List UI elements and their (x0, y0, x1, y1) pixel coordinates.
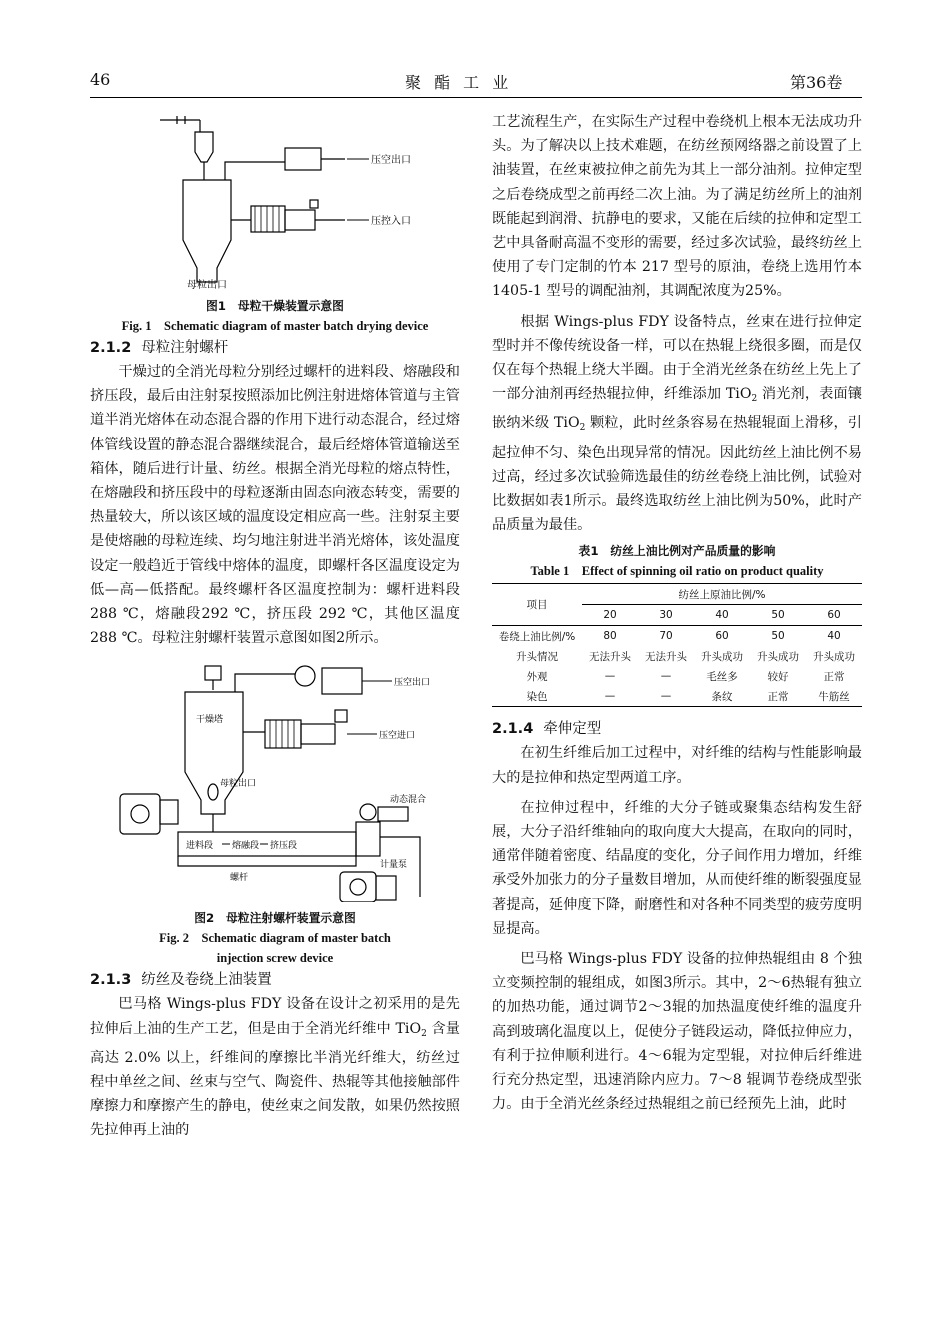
fig2-dryer-tower (185, 692, 243, 814)
figure2-injection-screw-device (110, 662, 440, 902)
section-2-1-3-paragraph (90, 992, 460, 1142)
fig2-label-dryer: 干燥塔 (196, 715, 224, 726)
fig2-label-air-in: 压空进口 (379, 731, 416, 742)
fig2-motor-left (120, 794, 160, 834)
fig2-label-screw: 螺杆 (230, 873, 249, 884)
left-column (90, 110, 460, 1143)
table-header-group: 纺丝上原油比例/% (582, 584, 862, 605)
table-col-header: 30 (659, 609, 673, 622)
table-cell: — (604, 690, 616, 703)
section-number: 2.1.2 (90, 340, 132, 356)
section-2-1-2-heading (90, 336, 460, 360)
table-cell: 50 (771, 630, 785, 643)
table-row (492, 626, 862, 647)
table1-caption-en: Table 1 Effect of spinning oil ratio on product quality (530, 564, 824, 579)
fig2-outlet-filter (322, 668, 362, 694)
figure1-caption-cn: 图1 母粒干燥装置示意图 (206, 299, 344, 313)
journal-title: 聚 酯 工 业 (405, 73, 513, 92)
figure1-drying-device (125, 110, 425, 292)
fig2-label-batch-out: 母粒出口 (220, 779, 257, 790)
table-cell: 较好 (767, 670, 789, 683)
table-row-label: 外观 (526, 670, 548, 683)
table-row (492, 686, 862, 707)
para-text: 颗粒，此时丝条容易在热辊辊面上滑移，引起拉伸不匀、染色出现异常的情况。因此纺丝上油比例不易过高，经过多次试验筛选最佳的纺丝卷绕上油比例，试验对比数据如表1所示。最终选取纺丝上油比例为50%，此时产品质量为最佳。 (492, 415, 862, 534)
figure1-caption-en: Fig. 1 Schematic diagram of master batch drying device (121, 319, 429, 333)
para-text: 消光剂，表面镶嵌纳米级 TiO (492, 386, 862, 432)
paragraph-wings-plus (492, 310, 862, 538)
figure2-caption-cn: 图2 母粒注射螺杆装置示意图 (194, 911, 356, 926)
table-row (492, 646, 862, 666)
table-col-header: 40 (715, 609, 729, 622)
section-2-1-4-heading (492, 717, 862, 741)
fig1-label-air-out: 压空出口 (371, 155, 411, 166)
table-cell: 70 (659, 630, 673, 643)
table-col-header: 50 (771, 609, 785, 622)
volume-label: 第36卷 (790, 73, 843, 92)
fig1-dryer-tower (183, 180, 231, 282)
fig2-label-dynamic-mix: 动态混合 (390, 795, 427, 806)
table-cell: 升头成功 (701, 650, 743, 663)
fig2-label-feed: 进料段 (186, 841, 214, 852)
fig2-label-melt: 熔融段 (232, 841, 260, 852)
section-2-1-4-paragraph-1: 在初生纤维后加工过程中，对纤维的结构与性能影响最大的是拉伸和热定型两道工序。 (492, 745, 862, 786)
table-cell: 条纹 (711, 690, 733, 703)
fig2-hopper-top (205, 666, 221, 680)
section-number: 2.1.4 (492, 721, 534, 738)
section-title: 母粒注射螺杆 (141, 340, 229, 356)
para-text: 含量高达 2.0% 以上，纤维间的摩擦比半消光纤维大，纺丝过程中单丝之间、丝束与空气、陶瓷件、热辊等其他接触部件摩擦力和摩擦产生的静电，使丝束之间发散，如果仍然按照先拉伸再上油的 (90, 1020, 460, 1139)
section-2-1-4-paragraph-3: 巴马格 Wings-plus FDY 设备的拉伸热辊组由 8 个独立变频控制的辊组成，如图3所示。其中，2～6热辊有独立的加热功能，通过调节2～3辊的加热温度使纤维的温度升高到玻璃化温度以上，促使分子链段运动，降低拉伸应力，有利于拉伸顺利进行。4～6辊为定型辊，对拉伸后纤维进行充分热定型，迅速消除内应力。7～8 辊调节卷绕成型张力。由于全消光丝条经过热辊组之前已经预先上油，此时 (492, 951, 862, 1113)
table-col-header: 60 (827, 609, 841, 622)
fig1-outlet-filter (285, 148, 321, 170)
fig2-heater-blower (301, 724, 335, 744)
section-title: 牵伸定型 (543, 721, 602, 738)
fig1-label-air-in: 压控入口 (371, 216, 411, 227)
section-2-1-2-paragraph: 干燥过的全消光母粒分别经过螺杆的进料段、熔融段和挤压段，最后由注射泵按照添加比例注射进熔体管道与主管道半消光熔体在动态混合器的作用下进行动态混合，经过熔体管线设置的静态混合器继续混合，最后经熔体管道输送至箱体，随后进行计量、纺丝。根据全消光母粒的熔点特性，在熔融段和挤压段中的母粒逐渐由固态向液态转变，需要的热量较大，所以该区域的温度设定相应高一些。注射泵主要是使熔融的母粒连续、均匀地注射进半消光熔体，该处温度设定一般趋近于管线中熔体的温度，即螺杆各区温度设定为低—高—低搭配。最终螺杆各区温度控制为：螺杆进料段 288 ℃，熔融段292 ℃，挤压段 292 ℃，其他区温度 288 ℃。母粒注射螺杆装置示意图如图2所示。 (90, 364, 460, 647)
fig1-blower (285, 210, 315, 230)
fig1-gauge (310, 200, 318, 208)
section-number: 2.1.3 (90, 972, 132, 989)
fig2-label-extrude: 挤压段 (270, 841, 298, 852)
table-col-header: 20 (603, 609, 617, 622)
fig2-blower (295, 666, 315, 686)
fig2-gauge (335, 710, 347, 722)
table-cell: 牛筋丝 (818, 690, 850, 703)
table-cell: 升头成功 (813, 650, 855, 663)
subscript: 2 (579, 423, 586, 434)
table-cell: 无法升头 (645, 650, 687, 663)
figure2-caption-en-1: Fig. 2 Schematic diagram of master batch (159, 931, 391, 946)
header-rule (90, 97, 862, 98)
table-cell: — (660, 690, 672, 703)
section-2-1-4-paragraph-2: 在拉伸过程中，纤维的大分子链或聚集态结构发生舒展，大分子沿纤维轴向的取向度大大提高，在取向的同时，通常伴随着密度、结晶度的变化，分子间作用力增加，纤维承受外加张力的分子量数目增加，从而使纤维的断裂强度显著提高，延伸度下降，耐磨性和对各种不同类型的疲劳度明显提高。 (492, 799, 862, 937)
fig2-label-air-out: 压空出口 (394, 678, 431, 689)
table-cell: 40 (827, 630, 841, 643)
fig2-motor-right (340, 872, 376, 902)
fig1-outlet-pipe (225, 162, 285, 180)
table-cell: — (604, 670, 616, 683)
right-column (492, 110, 862, 1117)
table-cell: — (660, 670, 672, 683)
fig1-small-hopper (195, 132, 213, 162)
fig2-dynamic-mixer (378, 807, 408, 821)
table-header-item: 项目 (526, 599, 548, 612)
table-cell: 无法升头 (589, 650, 631, 663)
continued-paragraph: 工艺流程生产，在实际生产过程中卷绕机上根本无法成功升头。为了解决以上技术难题，在纺丝预网络器之前设置了上油装置，在丝束被拉伸之前先为其上一部分油剂。拉伸定型之后卷绕成型之前再经二次上油。为了满足纺丝所上的油剂既能起到润滑、抗静电的要求，又能在后续的拉伸和定型工艺中具备耐高温不变形的需要，经过多次试验，最终纺丝上使用了专门定制的竹本 217 型号的原油，卷绕上选用竹本 1405-1 型号的调配油剂，其调配浓度为25%。 (492, 114, 862, 300)
fig2-metering-pump (356, 822, 380, 856)
table-cell: 80 (603, 630, 617, 643)
table1-caption-cn: 表1 纺丝上油比例对产品质量的影响 (578, 544, 776, 559)
figure2-caption-en-2: injection screw device (216, 951, 334, 966)
section-title: 纺丝及卷绕上油装置 (141, 972, 272, 989)
para-text: 根据 Wings-plus FDY 设备特点，丝束在进行拉伸定型时并不像传统设备一样，可以在热辊上绕很多圈，而是仅仅在每个热辊上绕大半圈。由于全消光丝条在纺丝上先上了一部分油剂再经热辊拉伸，纤维添加 TiO (492, 313, 862, 403)
table-row-label: 染色 (526, 690, 548, 703)
fig1-label-batch-out: 母粒出口 (187, 280, 227, 291)
page-number: 46 (90, 70, 111, 89)
subscript: 2 (421, 1028, 427, 1039)
subscript: 2 (751, 394, 758, 405)
fig1-heater (251, 206, 285, 232)
table-cell: 升头成功 (757, 650, 799, 663)
fig2-label-metering-pump: 计量泵 (380, 860, 408, 871)
table-cell: 正常 (823, 670, 845, 683)
para-text: 巴马格 Wings-plus FDY 设备在设计之初采用的是先拉伸后上油的生产工艺，但是由于全消光纤维中 TiO (90, 996, 460, 1037)
table-cell: 正常 (767, 690, 789, 703)
section-2-1-3-heading (90, 968, 460, 992)
table-row-label: 升头情况 (516, 650, 558, 663)
table-row-label: 卷绕上油比例/% (498, 630, 576, 643)
table-row (492, 666, 862, 686)
table-cell: 60 (715, 630, 729, 643)
table1 (492, 583, 862, 707)
table-cell: 毛丝多 (706, 670, 738, 683)
